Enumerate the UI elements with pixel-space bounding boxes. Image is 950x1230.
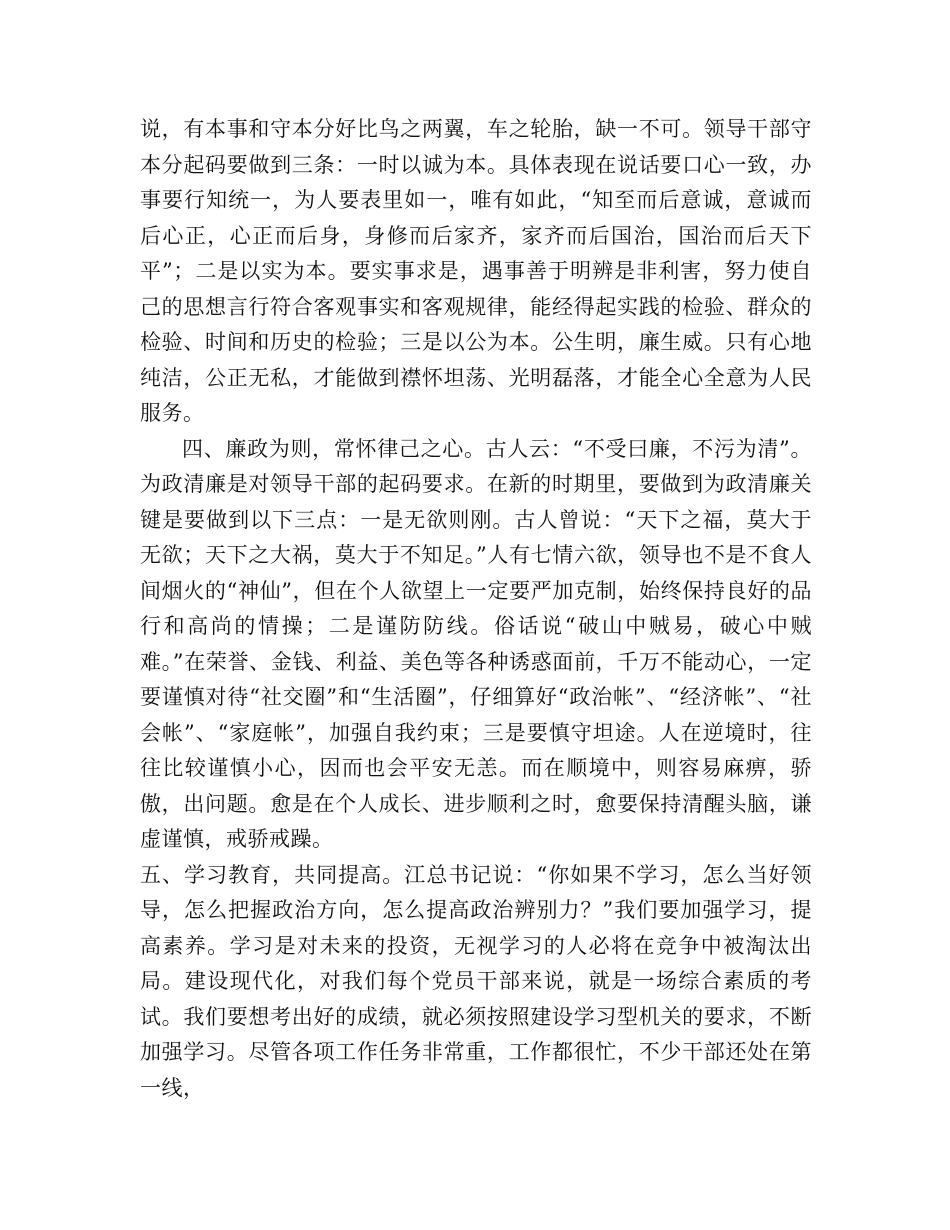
paragraph-integrity: 四、廉政为则，常怀律己之心。古人云：“不受曰廉，不污为清”。为政清廉是对领导干部的起码要求。在新的时期里，要做到为政清廉关键是要做到以下三点：一是无欲则刚。古人曾说：“天下之福，莫大于无欲；天下之大祸，莫大于不知足。”人有七情六欲，领导也不是不食人间烟火的“神仙”，但在个人欲望上一定要严加克制，始终保持良好的品行和高尚的情操；二是谨防防线。俗话说“破山中贼易，破心中贼难。”在荣誉、金钱、利益、美色等各种诱惑面前，千万不能动心，一定要谨慎对待“社交圈”和“生活圈”，仔细算好“政治帐”、“经济帐”、“社会帐”、“家庭帐”，加强自我约束；三是要慎守坦途。人在逆境时，往往比较谨慎小心，因而也会平安无恙。而在顺境中，则容易麻痹，骄傲，出问题。愈是在个人成长、进步顺利之时，愈要保持清醒头脑，谦虚谨慎，戒骄戒躁。	[140, 436, 812, 851]
document-page	[140, 112, 812, 1106]
paragraph-learning: 五、学习教育，共同提高。江总书记说：“你如果不学习，怎么当好领导，怎么把握政治方向，怎么提高政治辨别力？”我们要加强学习，提高素养。学习是对未来的投资，无视学习的人必将在竞争中被淘汰出局。建设现代化，对我们每个党员干部来说，就是一场综合素质的考试。我们要想考出好的成绩，就必须按照建设学习型机关的要求，不断加强学习。尽管各项工作任务非常重，工作都很忙，不少干部还处在第一线，	[140, 862, 812, 1100]
paragraph-principles: 说，有本事和守本分好比鸟之两翼，车之轮胎，缺一不可。领导干部守本分起码要做到三条：一时以诚为本。具体表现在说话要口心一致，办事要行知统一，为人要表里如一，唯有如此，“知至而后意诚，意诚而后心正，心正而后身，身修而后家齐，家齐而后国治，国治而后天下平”；二是以实为本。要实事求是，遇事善于明辨是非利害，努力使自己的思想言行符合客观事实和客观规律，能经得起实践的检验、群众的检验、时间和历史的检验；三是以公为本。公生明，廉生威。只有心地纯洁，公正无私，才能做到襟怀坦荡、光明磊落，才能全心全意为人民服务。	[140, 117, 812, 425]
